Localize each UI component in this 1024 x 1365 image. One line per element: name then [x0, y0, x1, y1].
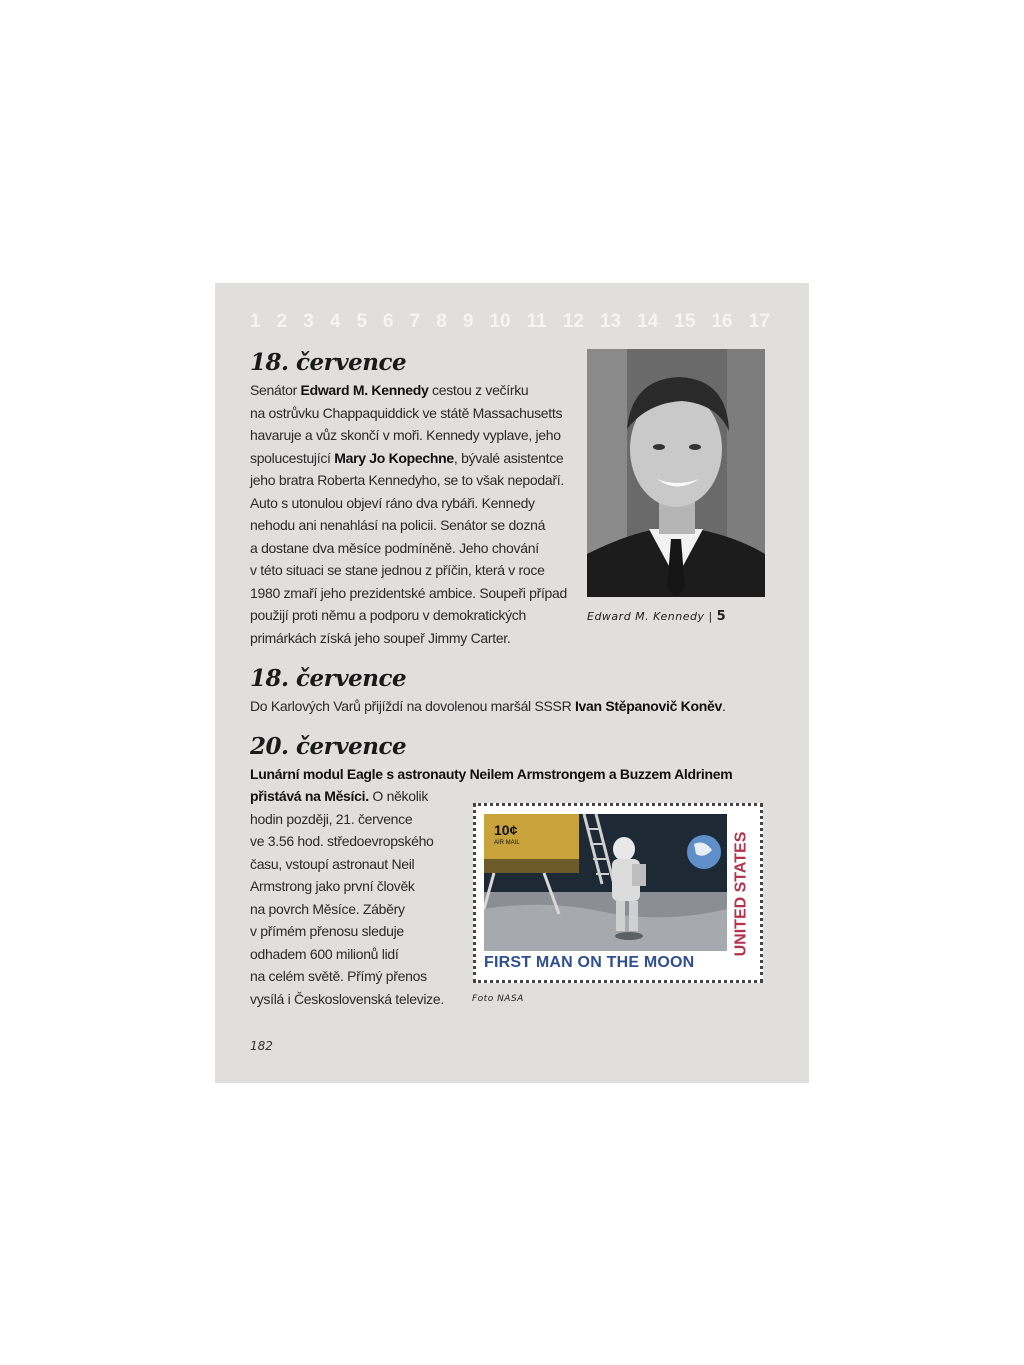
paragraph-line: odhadem 600 milionů lidí [250, 945, 399, 962]
paragraph-line: a dostane dva měsíce podmíněně. Jeho chování [250, 539, 539, 556]
photo-caption [587, 609, 726, 624]
section-paragraph [250, 785, 465, 1010]
paragraph-line: Auto s utonulou objeví ráno dva rybáři. Kennedy [250, 494, 535, 511]
person-name: Edward M. Kennedy [300, 382, 429, 398]
paragraph-line [250, 695, 790, 718]
text: Do Karlových Varů přijíždí na dovolenou maršál SSSR [250, 698, 575, 714]
section-paragraph [250, 695, 790, 718]
text: , bývalé asistentce [453, 449, 564, 466]
chapter-number[interactable]: 2 [276, 311, 288, 332]
chapter-number[interactable]: 13 [599, 311, 622, 332]
chapter-number[interactable]: 10 [489, 311, 511, 332]
chapter-number[interactable]: 4 [329, 311, 341, 332]
stamp-artwork [484, 814, 727, 951]
paragraph-line: v této situaci se stane jednou z příčin, která v roce [250, 562, 545, 578]
section-heading: 18. července [250, 349, 407, 376]
stamp-caption: Foto NASA [472, 994, 524, 1004]
text: . [721, 698, 726, 714]
stamp-title: FIRST MAN ON THE MOON [484, 954, 695, 971]
chapter-number[interactable]: 15 [674, 311, 696, 332]
lead-text: Lunární modul Eagle s astronauty Neilem Armstrongem a Buzzem Aldrinem [250, 766, 733, 782]
paragraph-line [250, 763, 790, 786]
paragraph-line: jeho bratra Roberta Kennedyho, se to však nepodaří. [250, 472, 564, 488]
section-heading: 18. července [250, 665, 407, 692]
stamp-airmail-label: AIR MAIL [494, 840, 520, 846]
paragraph-line: vysílá i Československá televize. [250, 990, 444, 1007]
portrait-illustration [587, 349, 765, 597]
chapter-number[interactable]: 8 [436, 311, 447, 332]
paragraph-line: na povrch Měsíce. Záběry [250, 900, 405, 917]
stamp-country: UNITED STATES [732, 831, 749, 957]
paragraph-line: na ostrůvku Chappaquiddick ve státě Massachusetts [250, 404, 563, 421]
caption-number: 5 [716, 609, 727, 624]
paragraph-line: ve 3.56 hod. středoevropského [250, 833, 434, 849]
chapter-number-bar [250, 311, 770, 333]
person-name: Ivan Stěpanovič Koněv [574, 698, 722, 714]
paragraph-line: nehodu ani nenahlásí na policii. Senátor se dozná [250, 517, 546, 533]
paragraph-line: 1980 zmaří jeho prezidentské ambice. Soupeři případ [250, 584, 568, 601]
kennedy-portrait-photo [587, 349, 765, 597]
page-number: 182 [250, 1039, 273, 1053]
chapter-number[interactable]: 3 [303, 311, 314, 332]
text: spolucestující [250, 449, 335, 466]
chapter-number[interactable]: 6 [383, 311, 394, 332]
chapter-number[interactable]: 5 [356, 311, 368, 332]
moon-landing-stamp [473, 803, 763, 983]
section-lead [250, 763, 790, 786]
text: Senátor [250, 382, 301, 398]
paragraph-line: na celém světě. Přímý přenos [250, 968, 427, 984]
book-page [215, 283, 809, 1083]
text: cestou z večírku [428, 382, 529, 398]
bold-text: přistává na Měsíci. [250, 788, 369, 804]
chapter-number[interactable]: 11 [526, 311, 547, 332]
chapter-number[interactable]: 17 [748, 311, 770, 332]
text: O několik [368, 788, 429, 804]
astronaut-illustration [484, 814, 727, 951]
paragraph-line [250, 785, 465, 808]
chapter-number[interactable]: 7 [409, 311, 421, 332]
chapter-number[interactable]: 14 [637, 311, 659, 332]
section-paragraph [250, 379, 585, 649]
chapter-number[interactable]: 12 [562, 311, 584, 332]
paragraph-line [250, 447, 585, 470]
paragraph-line: použijí proti němu a podporu v demokratických [250, 607, 526, 623]
chapter-number[interactable]: 9 [462, 311, 474, 332]
paragraph-line: Armstrong jako první člověk [250, 878, 415, 894]
paragraph-line [250, 379, 585, 402]
person-name: Mary Jo Kopechne [334, 449, 454, 466]
section-heading: 20. července [250, 733, 407, 760]
stamp-value: 10¢ [494, 822, 518, 838]
paragraph-line: hodin později, 21. července [250, 810, 413, 827]
paragraph-line: v přímém přenosu sleduje [250, 923, 404, 939]
caption-text: Edward M. Kennedy | [587, 610, 717, 623]
paragraph-line: havaruje a vůz skončí v moři. Kennedy vyplave, jeho [250, 427, 561, 443]
paragraph-line: primárkách získá jeho soupeř Jimmy Carter. [250, 629, 511, 646]
paragraph-line: času, vstoupí astronaut Neil [250, 855, 415, 872]
chapter-number[interactable]: 1 [250, 311, 261, 332]
chapter-number[interactable]: 16 [711, 311, 733, 332]
stamp-country-wrap [728, 814, 754, 974]
